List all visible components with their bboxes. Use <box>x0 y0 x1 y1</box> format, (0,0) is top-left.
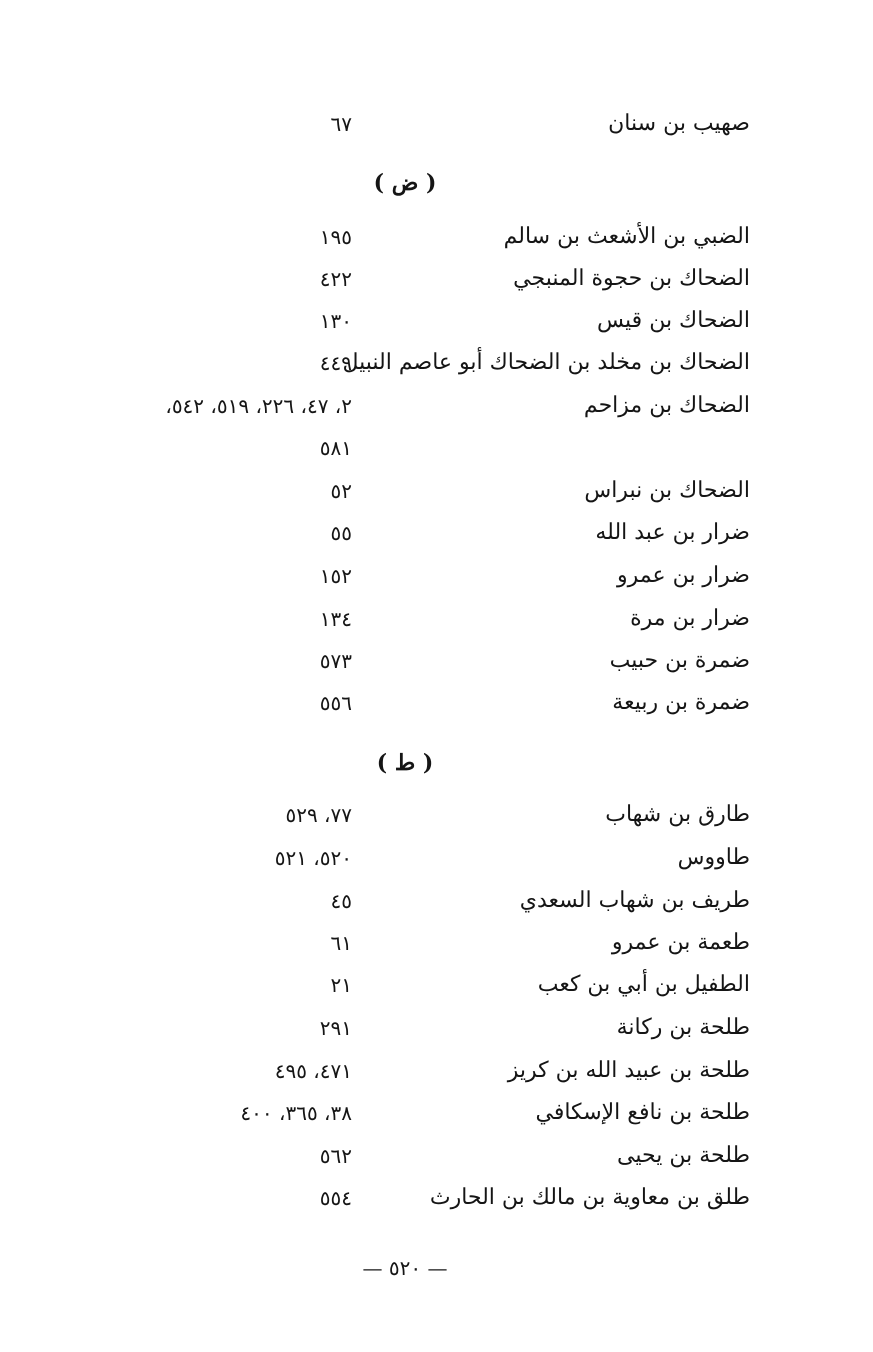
index-entry <box>40 881 750 921</box>
entry-name: ضرار بن عبد الله <box>595 520 750 545</box>
entry-name: ضرار بن مرة <box>630 606 750 631</box>
entry-name: الضحاك بن نبراس <box>584 478 750 503</box>
index-entry <box>40 513 750 553</box>
entry-name: ضمرة بن ربيعة <box>612 690 750 715</box>
index-entry <box>40 641 750 681</box>
index-entry <box>40 923 750 963</box>
entry-name: طلحة بن عبيد الله بن كريز <box>507 1058 750 1083</box>
entry-name: الضحاك بن حجوة المنبجي <box>513 266 750 291</box>
index-entry <box>40 386 750 426</box>
entry-name: طلحة بن ركانة <box>616 1015 750 1040</box>
index-entry <box>40 556 750 596</box>
page-number: — ٥٢٠ — <box>362 1256 448 1280</box>
entry-pages: ٥٥٦ <box>319 691 352 715</box>
index-entry <box>40 471 750 511</box>
index-entry <box>40 217 750 257</box>
entry-pages: ٥٥٤ <box>319 1186 352 1210</box>
entry-name: الضحاك بن مخلد بن الضحاك أبو عاصم النبيل <box>342 350 750 375</box>
entry-name: طاووس <box>677 845 750 870</box>
entry-pages: ٥٦٢ <box>319 1144 352 1168</box>
entry-name: طعمة بن عمرو <box>611 930 750 955</box>
entry-pages: ٤٢٢ <box>319 267 352 291</box>
entry-pages: ٥٢ <box>330 479 352 503</box>
index-entry <box>40 301 750 341</box>
entry-pages: ٥٧٣ <box>319 649 352 673</box>
entry-pages: ٤٥ <box>330 889 352 913</box>
index-entry <box>40 795 750 835</box>
index-entry <box>40 838 750 878</box>
entry-pages: ١٩٥ <box>319 225 352 249</box>
index-entry <box>40 104 750 144</box>
entry-pages: ١٣٤ <box>319 607 352 631</box>
entry-name: الضحاك بن مزاحم <box>583 393 750 418</box>
index-entry <box>40 1093 750 1133</box>
index-entry <box>40 343 750 383</box>
entry-name: الضبي بن الأشعث بن سالم <box>503 224 750 249</box>
entry-name: الضحاك بن قيس <box>597 308 750 333</box>
entry-pages: ٢، ٤٧، ٢٢٦، ٥١٩، ٥٤٢، <box>165 394 352 418</box>
index-entry <box>40 1136 750 1176</box>
entry-pages: ٥٨١ <box>319 436 352 460</box>
section-header-ta: ( ط ) <box>376 750 434 776</box>
entry-name: طلق بن معاوية بن مالك بن الحارث <box>429 1185 750 1210</box>
index-entry <box>40 683 750 723</box>
entry-pages: ١٣٠ <box>319 309 352 333</box>
index-entry <box>40 1178 750 1218</box>
index-entry-continuation <box>40 428 750 468</box>
entry-pages: ٣٨، ٣٦٥، ٤٠٠ <box>240 1101 352 1125</box>
entry-name: ضمرة بن حبيب <box>609 648 750 673</box>
entry-pages: ٤٧١، ٤٩٥ <box>274 1059 352 1083</box>
entry-name: طريف بن شهاب السعدي <box>519 888 750 913</box>
index-entry <box>40 599 750 639</box>
entry-name: الطفيل بن أبي بن كعب <box>537 972 750 997</box>
index-entry <box>40 965 750 1005</box>
entry-pages: ٥٥ <box>330 521 352 545</box>
entry-name: صهيب بن سنان <box>608 111 750 136</box>
entry-name: طلحة بن يحيى <box>617 1143 750 1168</box>
index-entry <box>40 1051 750 1091</box>
entry-pages: ٦٧ <box>330 112 352 136</box>
entry-pages: ٦١ <box>330 931 352 955</box>
section-header-dad: ( ض ) <box>373 170 437 196</box>
entry-name: طلحة بن نافع الإسكافي <box>535 1100 750 1125</box>
entry-pages: ٤٤٩ <box>319 351 352 375</box>
entry-name: ضرار بن عمرو <box>616 563 750 588</box>
index-entry <box>40 1008 750 1048</box>
index-entry <box>40 259 750 299</box>
entry-pages: ١٥٢ <box>319 564 352 588</box>
entry-pages: ٥٢٠، ٥٢١ <box>274 846 352 870</box>
entry-name: طارق بن شهاب <box>605 802 750 827</box>
entry-pages: ٢٩١ <box>319 1016 352 1040</box>
entry-pages: ٢١ <box>330 973 352 997</box>
entry-pages: ٧٧، ٥٢٩ <box>285 803 352 827</box>
